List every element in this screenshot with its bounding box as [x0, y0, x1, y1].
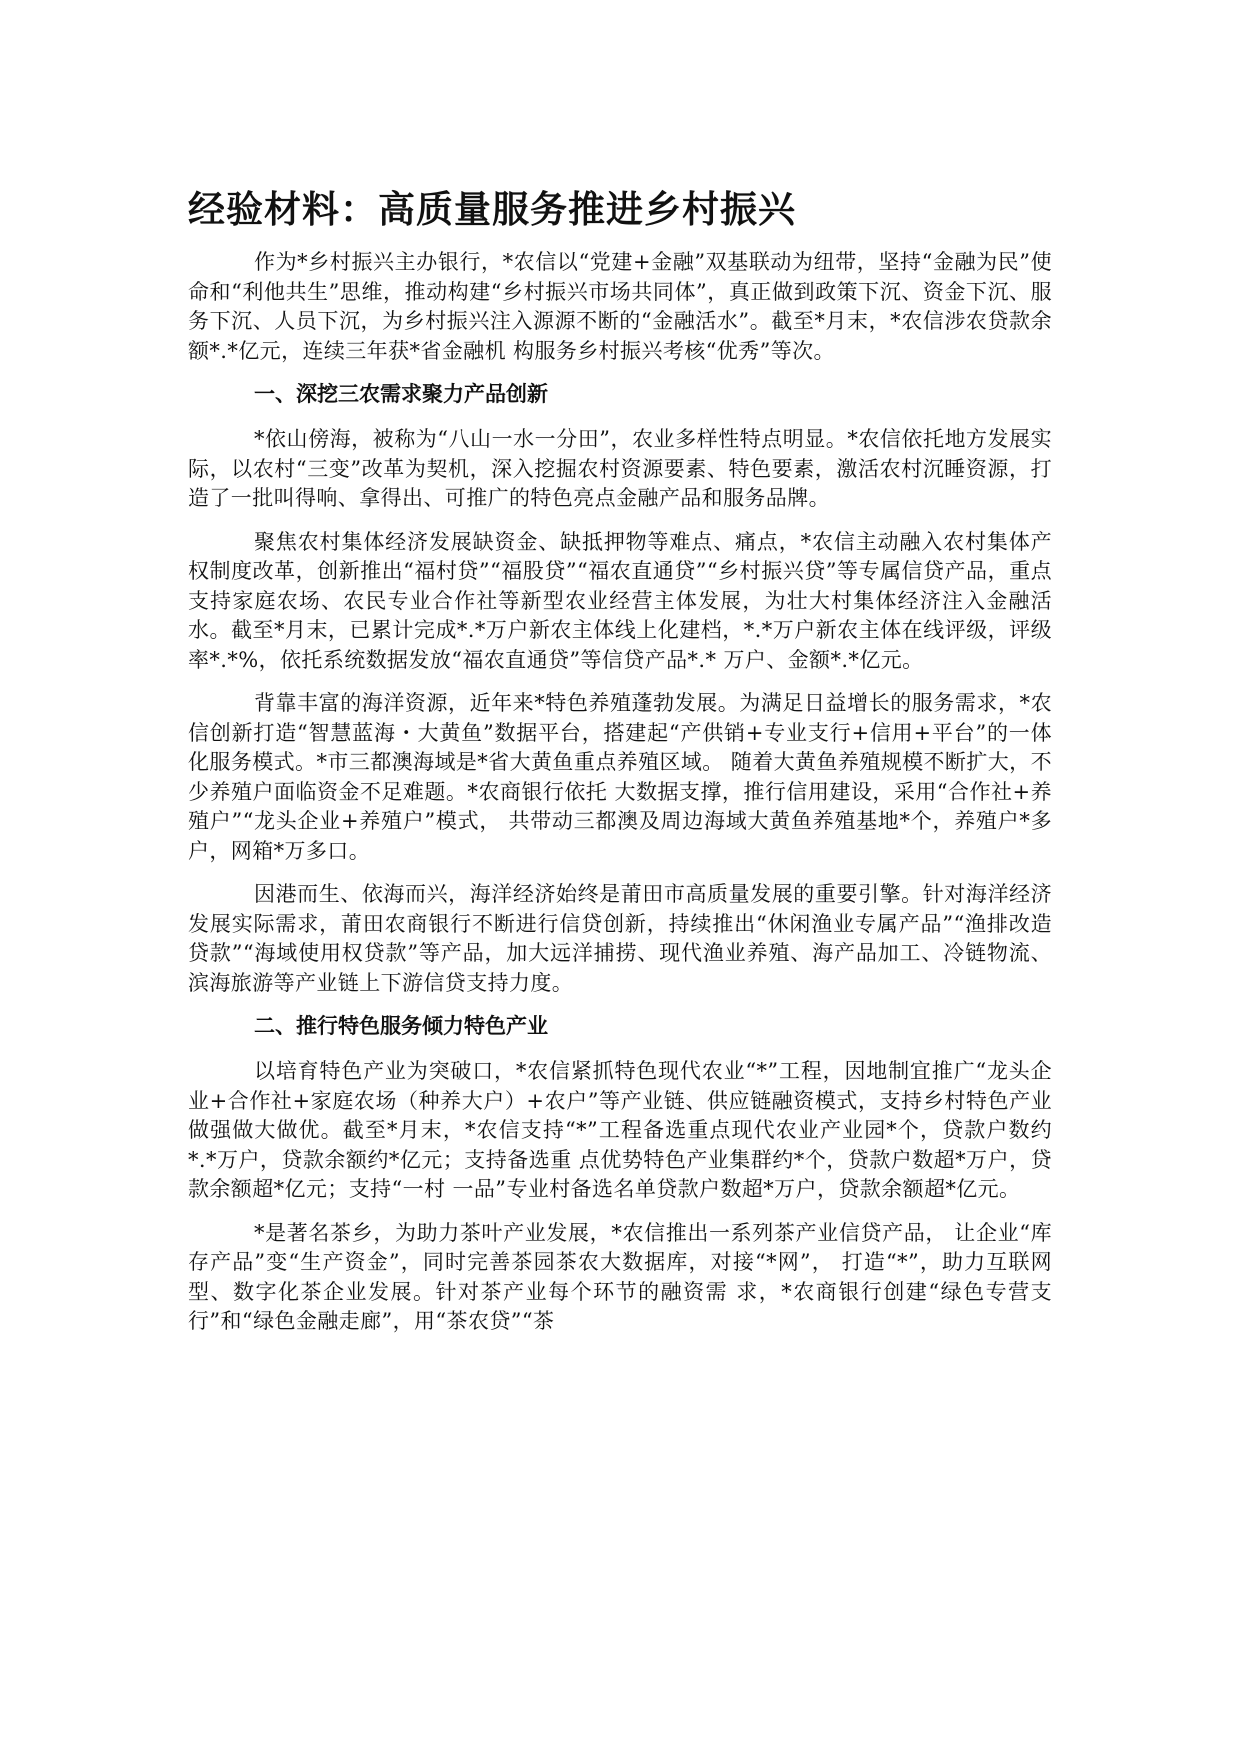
- document-page: [188, 186, 1052, 1351]
- section-2-paragraph-2: *是著名茶乡，为助力茶叶产业发展，*农信推出一系列茶产业信贷产品， 让企业“库存产品”变“生产资金”，同时完善茶园茶农大数据库，对接“*网”， 打造“*”，助力互联网型、数字化茶企业发展。针对茶产业每个环节的融资需 求，*农商银行创建“绿色专营支行”和“绿色金融走廊”，用“茶农贷”“茶: [188, 1220, 1052, 1333]
- intro-paragraph: 作为*乡村振兴主办银行，*农信以“党建+金融”双基联动为纽带，坚持“金融为民”使命和“利他共生”思维，推动构建“乡村振兴市场共同体”，真正做到政策下沉、资金下沉、服务下沉、人员下沉，为乡村振兴注入源源不断的“金融活水”。截至*月末，*农信涉农贷款余额*.*亿元，连续三年获*省金融机 构服务乡村振兴考核“优秀”等次。: [188, 250, 1052, 363]
- section-1-heading: 一、深挖三农需求聚力产品创新: [254, 382, 548, 406]
- section-2-paragraph-1: 以培育特色产业为突破口，*农信紧抓特色现代农业“*”工程，因地制宜推广“龙头企业+合作社+家庭农场（种养大户）+农户”等产业链、供应链融资模式，支持乡村特色产业做强做大做优。截至*月末，*农信支持“*”工程备选重点现代农业产业园*个，贷款户数约*.*万户，贷款余额约*亿元；支持备选重 点优势特色产业集群约*个，贷款户数超*万户，贷款余额超*亿元；支持“一村 一品”专业村备选名单贷款户数超*万户，贷款余额超*亿元。: [188, 1059, 1052, 1201]
- section-2-heading: 二、推行特色服务倾力特色产业: [254, 1014, 548, 1038]
- section-1-paragraph-2: 聚焦农村集体经济发展缺资金、缺抵押物等难点、痛点，*农信主动融入农村集体产权制度改革，创新推出“福村贷”“福股贷”“福农直通贷”“乡村振兴贷”等专属信贷产品，重点支持家庭农场、农民专业合作社等新型农业经营主体发展，为壮大村集体经济注入金融活水。截至*月末，已累计完成*.*万户新农主体线上化建档，*.*万户新农主体在线评级，评级率*.*%，依托系统数据发放“福农直通贷”等信贷产品*.* 万户、金额*.*亿元。: [188, 529, 1052, 672]
- section-1-paragraph-3: 背靠丰富的海洋资源，近年来*特色养殖蓬勃发展。为满足日益增长的服务需求，*农信创新打造“智慧蓝海・大黄鱼”数据平台，搭建起“产供销+专业支行+信用+平台”的一体化服务模式。*市三都澳海域是*省大黄鱼重点养殖区域。 随着大黄鱼养殖规模不断扩大，不少养殖户面临资金不足难题。*农商银行依托 大数据支撑，推行信用建设，采用“合作社+养殖户”“龙头企业+养殖户”模式， 共带动三都澳及周边海域大黄鱼养殖基地*个，养殖户*多户，网箱*万多口。: [188, 691, 1052, 863]
- section-1-paragraph-4: 因港而生、依海而兴，海洋经济始终是莆田市高质量发展的重要引擎。针对海洋经济发展实际需求，莆田农商银行不断进行信贷创新，持续推出“休闲渔业专属产品”“渔排改造贷款”“海域使用权贷款”等产品，加大远洋捕捞、现代渔业养殖、海产品加工、冷链物流、滨海旅游等产业链上下游信贷支持力度。: [188, 882, 1052, 995]
- section-1-paragraph-1: *依山傍海，被称为“八山一水一分田”，农业多样性特点明显。*农信依托地方发展实际，以农村“三变”改革为契机，深入挖掘农村资源要素、特色要素，激活农村沉睡资源，打造了一批叫得响、拿得出、可推广的特色亮点金融产品和服务品牌。: [188, 427, 1052, 510]
- document-title: 经验材料：高质量服务推进乡村振兴: [188, 188, 796, 231]
